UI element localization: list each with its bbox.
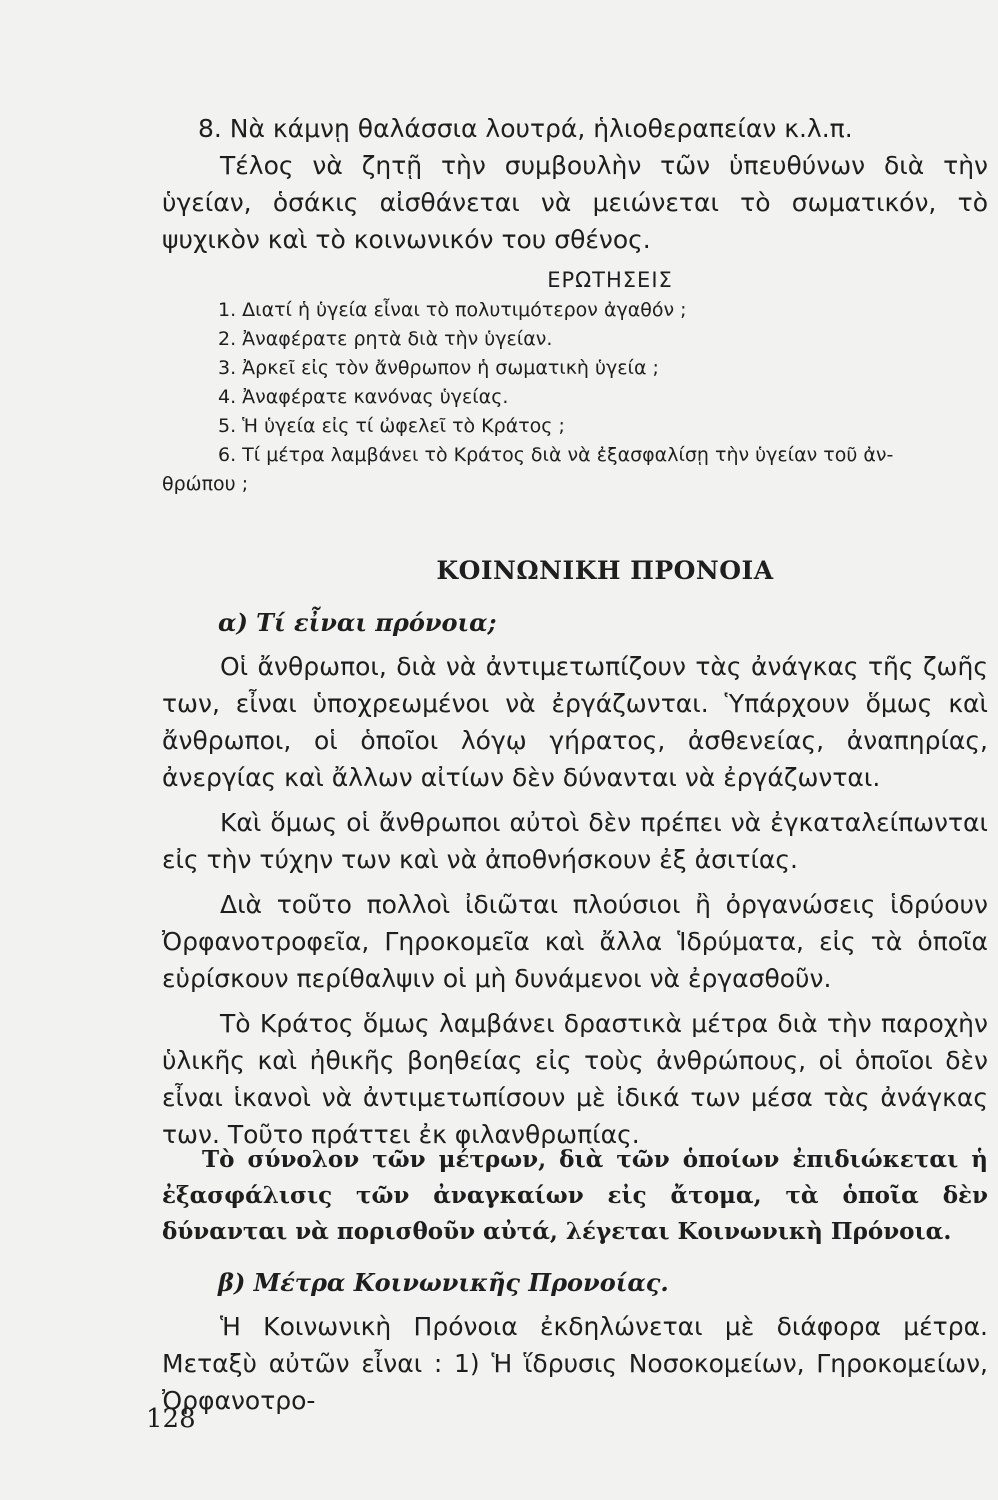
question-item: 4. Ἀναφέρατε κανόνας ὑγείας. xyxy=(218,386,509,408)
intro-section xyxy=(162,110,988,258)
question-item: 3. Ἀρκεῖ εἰς τὸν ἄνθρωπον ἡ σωματικὴ ὑγεία ; xyxy=(218,357,659,379)
closing-paragraph: Τέλος νὰ ζητῇ τὴν συμβουλὴν τῶν ὑπευθύνων διὰ τὴν ὑγείαν, ὁσάκις αἰσθάνεται νὰ μειώνεται τὸ σωματικόν, τὸ ψυχικὸν καὶ τὸ κοινωνικόν του σθένος. xyxy=(162,151,988,254)
paragraph-5: Ἡ Κοινωνικὴ Πρόνοια ἐκδηλώνεται μὲ διάφορα μέτρα. Μεταξὺ αὐτῶν εἶναι : 1) Ἡ ἵδρυσις Νοσοκομείων, Γηροκομείων, Ὀρφανοτρο- xyxy=(162,1312,988,1415)
subheading-b: β) Μέτρα Κοινωνικῆς Προνοίας. xyxy=(218,1268,669,1297)
question-item: 6. Τί μέτρα λαμβάνει τὸ Κράτος διὰ νὰ ἐξασφαλίσῃ τὴν ὑγείαν τοῦ ἀν- xyxy=(218,444,894,466)
question-item: 1. Διατί ἡ ὑγεία εἶναι τὸ πολυτιμότερον ἀγαθόν ; xyxy=(218,299,687,321)
questions-title: ΕΡΩΤΗΣΕΙΣ xyxy=(547,268,673,292)
definition-paragraph: Τὸ σύνολον τῶν μέτρων, διὰ τῶν ὁποίων ἐπιδιώκεται ἡ ἐξασφάλισις τῶν ἀναγκαίων εἰς ἄτομα, τὰ ὁποῖα δὲν δύνανται νὰ πορισθοῦν αὐτά, λέγεται Κοινωνικὴ Πρόνοια. xyxy=(162,1146,988,1245)
questions-section xyxy=(162,268,988,499)
subheading-a: α) Τί εἶναι πρόνοια; xyxy=(218,608,497,637)
page-number: 128 xyxy=(146,1404,196,1434)
definition-wrap xyxy=(162,1142,988,1250)
final-section xyxy=(162,1308,988,1419)
question-item: 2. Ἀναφέρατε ρητὰ διὰ τὴν ὑγείαν. xyxy=(218,328,553,350)
questions-list xyxy=(162,296,988,470)
body-section xyxy=(162,648,988,1153)
item-8: 8. Νὰ κάμνῃ θαλάσσια λουτρά, ἡλιοθεραπείαν κ.λ.π. xyxy=(198,114,853,143)
section-title-wrap xyxy=(162,556,988,585)
paragraph-3: Διὰ τοῦτο πολλοὶ ἰδιῶται πλούσιοι ἢ ὀργανώσεις ἱδρύουν Ὀρφανοτροφεῖα, Γηροκομεῖα καὶ ἄλλα Ἱδρύματα, εἰς τὰ ὁποῖα εὑρίσκουν περίθαλψιν οἱ μὴ δυνάμενοι νὰ ἐργασθοῦν. xyxy=(162,890,988,993)
paragraph-1: Οἱ ἄνθρωποι, διὰ νὰ ἀντιμετωπίζουν τὰς ἀνάγκας τῆς ζωῆς των, εἶναι ὑποχρεωμένοι νὰ ἐργάζωνται. Ὑπάρχουν ὅμως καὶ ἄνθρωποι, οἱ ὁποῖοι λόγῳ γήρατος, ἀσθενείας, ἀναπηρίας, ἀνεργίας καὶ ἄλλων αἰτίων δὲν δύνανται νὰ ἐργάζωνται. xyxy=(162,652,988,792)
section-title: ΚΟΙΝΩΝΙΚΗ ΠΡΟΝΟΙΑ xyxy=(436,556,774,585)
paragraph-2: Καὶ ὅμως οἱ ἄνθρωποι αὐτοὶ δὲν πρέπει νὰ ἐγκαταλείπωνται εἰς τὴν τύχην των καὶ νὰ ἀποθνήσκουν ἐξ ἀσιτίας. xyxy=(162,808,988,874)
paragraph-4: Τὸ Κράτος ὅμως λαμβάνει δραστικὰ μέτρα διὰ τὴν παροχὴν ὑλικῆς καὶ ἠθικῆς βοηθείας εἰς τοὺς ἀνθρώπους, οἱ ὁποῖοι δὲν εἶναι ἱκανοὶ νὰ ἀντιμετωπίσουν μὲ ἰδικά των μέσα τὰς ἀνάγκας των. Τοῦτο πράττει ἐκ φιλανθρωπίας. xyxy=(162,1009,988,1149)
subheading-a-wrap xyxy=(162,608,988,637)
subheading-b-wrap xyxy=(162,1268,988,1297)
question-item: 5. Ἡ ὑγεία εἰς τί ὠφελεῖ τὸ Κράτος ; xyxy=(218,415,565,437)
question-6-continuation: θρώπου ; xyxy=(162,473,249,495)
